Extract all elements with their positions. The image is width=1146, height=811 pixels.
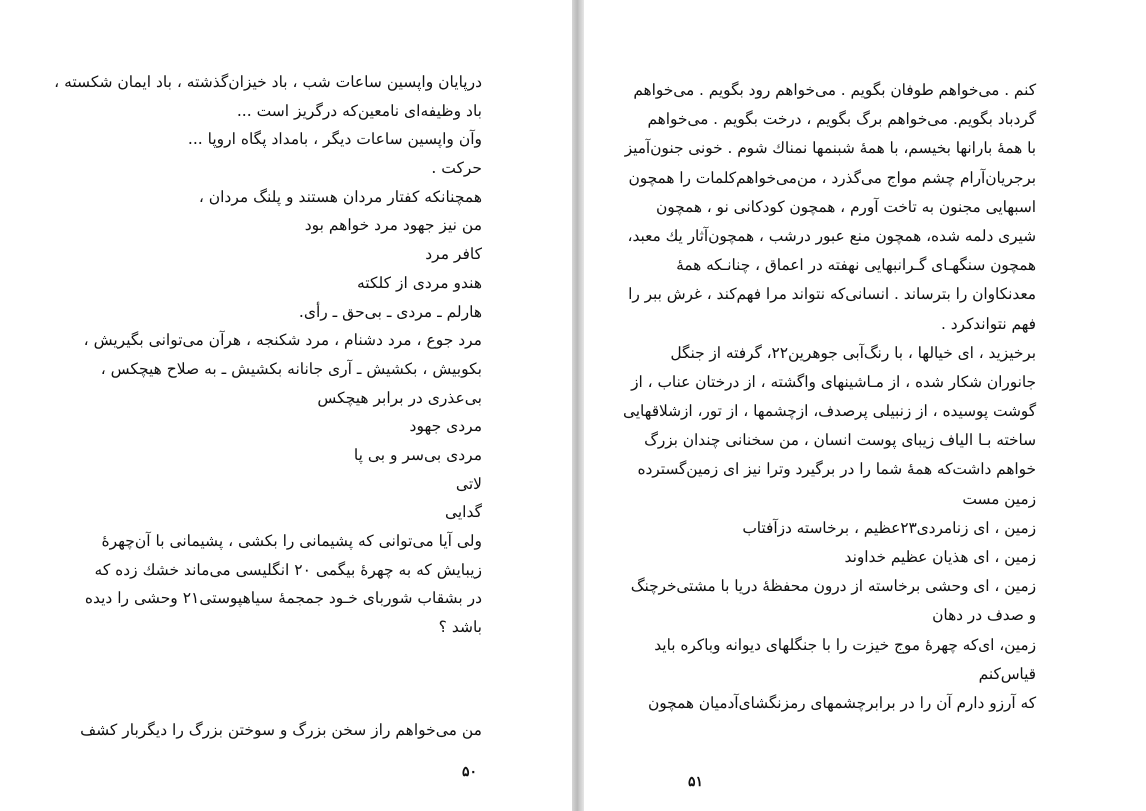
- text-line: گوشت پوسیده ، از زنبیلی پرصدف، ازچشمها ، از تور، ازشلاقهایی: [622, 402, 1036, 421]
- text-line: باد وظیفه‌ای نامعین‌که درگریز است ...: [236, 101, 482, 120]
- text-line: بی‌عذری در برابر هیچکس: [317, 388, 482, 407]
- text-line: باشد ؟: [438, 618, 482, 637]
- text-line: خواهم داشت‌که همهٔ شما را در برگیرد وترا نیز ای زمین‌گسترده: [637, 460, 1036, 479]
- text-line: گدایی: [444, 503, 482, 522]
- text-line: زیبایش که به چهرهٔ بیگمی ۲۰ انگلیسی می‌ماند خشك زده که: [94, 560, 482, 579]
- text-line: هندو مردی از کلکته: [357, 273, 482, 292]
- text-line: با همهٔ بارانها بخیسم، با همهٔ شبنمها نمناك شوم . خونی جنون‌آمیز: [624, 139, 1036, 158]
- right-page: [584, 0, 1146, 811]
- text-line: همچون سنگهـای گـرانبهایی نهفته در اعماق ، چنانـکه همهٔ: [676, 256, 1036, 275]
- text-line: زمین مست: [962, 489, 1036, 508]
- text-line: زمین ، ای زنامردی۲۳عظیم ، برخاسته دزآفتاب: [742, 518, 1036, 537]
- text-line: وآن واپسین ساعات دیگر ، بامداد پگاه اروپا ...: [187, 130, 482, 149]
- text-line: هارلم ـ مردی ـ بی‌حق ـ رأی.: [298, 302, 482, 321]
- text-line: مرد جوع ، مرد دشنام ، مرد شکنجه ، هرآن می‌توانی بگیریش ،: [83, 331, 482, 350]
- text-line: کنم . می‌خواهم طوفان بگویم . می‌خواهم رود بگویم . می‌خواهم: [633, 81, 1036, 99]
- text-line: زمین ، ای وحشی برخاسته از درون محفظهٔ دریا با مشتی‌خرچنگ: [630, 577, 1036, 596]
- text-line: در بشقاب شوربای خـود جمجمهٔ سیاهپوستی۲۱ وحشی را دیده: [84, 589, 482, 608]
- left-page: [0, 0, 572, 811]
- book-gutter: [572, 0, 584, 811]
- text-line: جانوران شکار شده ، از مـاشینهای واگشته ، از درختان عناب ، از: [631, 372, 1036, 391]
- text-line: حرکت .: [431, 159, 482, 178]
- text-line-last: من می‌خواهم راز سخن بزرگ و سوختن بزرگ را دیگربار کشف: [80, 721, 482, 739]
- text-line: من نیز جهود مرد خواهم بود: [304, 216, 482, 235]
- right-page-text: [622, 76, 1036, 718]
- page-number-right: ۵۱: [688, 774, 704, 790]
- text-line: زمین ، ای هذیان عظیم خداوند: [844, 548, 1036, 566]
- text-line: برجریان‌آرام چشم مواج می‌گذرد ، من‌می‌خواهم‌کلمات را همچون: [628, 168, 1036, 187]
- text-line: شیری دلمه شده، همچون منع عبور درشب ، همچون‌آثار یك معبد،: [627, 226, 1036, 245]
- text-line: ولی آیا می‌توانی که پشیمانی را بکشی ، پشیمانی با آن‌چهرهٔ: [101, 532, 482, 550]
- text-line: برخیزید ، ای خیالها ، با رنگ‌آبی جوهرین۲۲، گرفته از جنگل: [670, 343, 1036, 362]
- text-line: گردباد بگویم. می‌خواهم برگ بگویم ، درخت بگویم . می‌خواهم: [647, 110, 1036, 129]
- page-number-left: ۵۰: [462, 764, 478, 780]
- text-line: همچنانکه کفتار مردان هستند و پلنگ مردان ،: [198, 187, 482, 206]
- text-line: مردی جهود: [409, 417, 482, 436]
- text-line: ساخته بـا الیاف زیبای پوست انسان ، من سخنانی چندان بزرگ: [644, 431, 1036, 450]
- text-line: درپایان واپسین ساعات شب ، باد خیزان‌گذشته ، باد ایمان شکسته ،: [54, 73, 482, 91]
- text-line: اسبهایی مجنون به تاخت آورم ، همچون کودکانی نو ، همچون: [655, 197, 1036, 216]
- text-line: بکوبیش ، بکشیش ـ آری جانانه بکشیش ـ به صلاح هیچکس ،: [100, 359, 482, 378]
- text-line: قیاس‌کنم: [978, 664, 1036, 683]
- text-line: زمین، ای‌که چهرهٔ موج خیزت را با جنگلهای دیوانه وباکره باید: [654, 635, 1036, 654]
- text-line: و صدف در دهان: [932, 606, 1036, 625]
- text-line: کافر مرد: [425, 245, 482, 264]
- text-line: لاتی: [455, 474, 482, 493]
- text-line: معدنکاوان را بترساند . انسانی‌که نتواند مرا فهم‌کند ، غرش ببر را: [628, 285, 1036, 304]
- text-line: که آرزو دارم آن را در برابرچشمهای رمزنگشای‌آدمیان همچون: [647, 693, 1036, 712]
- text-line: فهم نتواندکرد .: [941, 314, 1036, 333]
- left-page-text: [54, 68, 482, 642]
- text-line: مردی بی‌سر و بی پا: [353, 445, 482, 464]
